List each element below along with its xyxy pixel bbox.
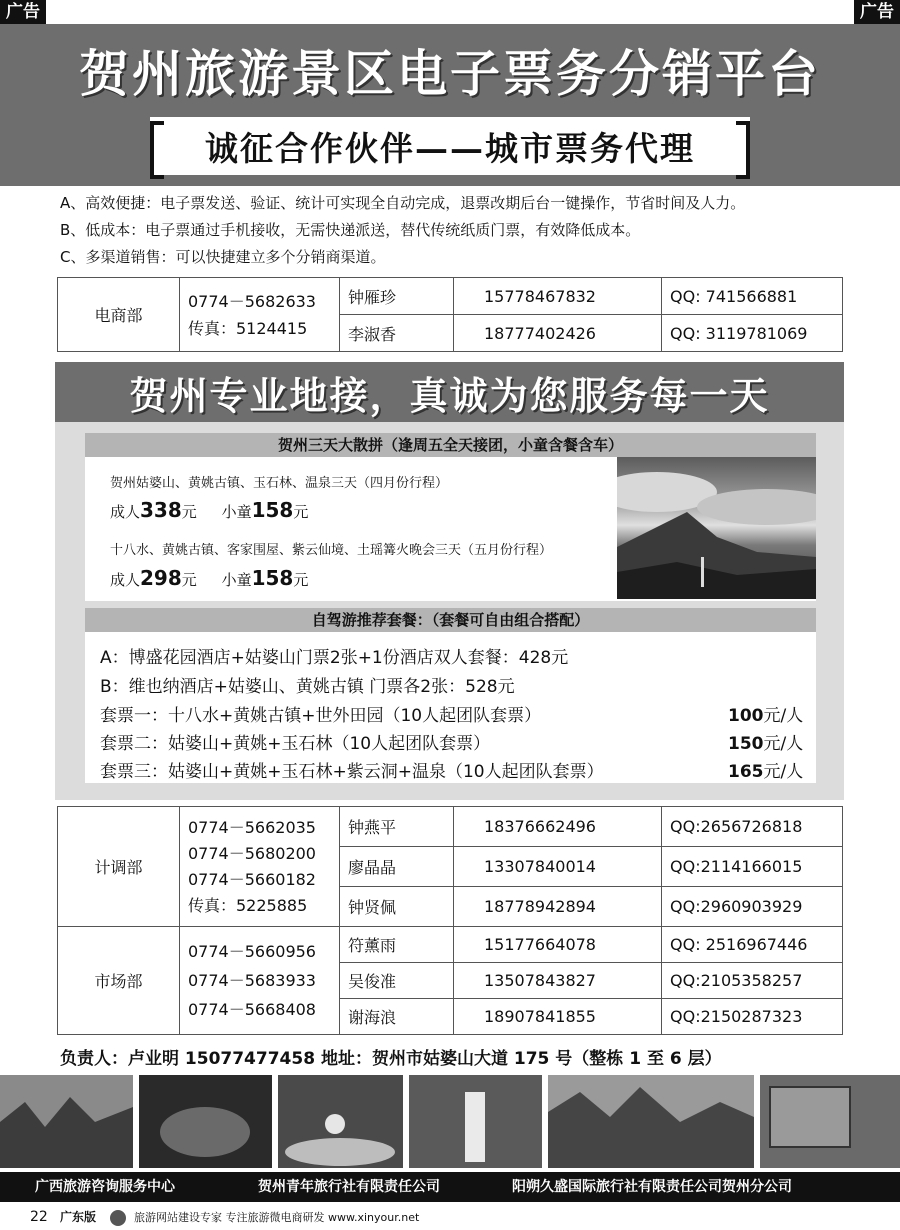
tour2-desc: 十八水、黄姚古镇、客家围屋、紫云仙境、土瑶篝火晚会三天（五月份行程） bbox=[110, 543, 553, 558]
contact-name: 钟贤佩 bbox=[340, 887, 454, 927]
org-name: 贺州青年旅行社有限责任公司 bbox=[258, 1179, 440, 1195]
price-unit: 元/人 bbox=[763, 762, 804, 782]
contact-name: 谢海浪 bbox=[340, 999, 454, 1035]
ad-tag-left: 广告 bbox=[0, 0, 46, 24]
contact-mobile: 18778942894 bbox=[454, 887, 662, 927]
adult-label: 成人 bbox=[110, 503, 141, 521]
selfdrive-section-head: 自驾游推荐套餐：（套餐可自由组合搭配） bbox=[85, 608, 816, 632]
contact-qq: QQ:2656726818 bbox=[662, 807, 843, 847]
contact-name: 李淑香 bbox=[340, 315, 454, 352]
package-price bbox=[728, 757, 803, 782]
contact-name: 吴俊准 bbox=[340, 963, 454, 999]
page-number: 22 bbox=[30, 1209, 48, 1225]
phone-number: 0774－5668408 bbox=[188, 1000, 316, 1019]
dept-phones bbox=[180, 927, 340, 1035]
contact-name: 廖晶晶 bbox=[340, 847, 454, 887]
contact-mobile: 18376662496 bbox=[454, 807, 662, 847]
mountain-photo bbox=[617, 457, 816, 599]
tour2-prices bbox=[110, 566, 308, 590]
price-value: 150 bbox=[728, 734, 764, 754]
scenery-photos bbox=[0, 1072, 900, 1172]
adult-label: 成人 bbox=[110, 571, 141, 589]
dept-label: 电商部 bbox=[58, 278, 180, 352]
contact-mobile: 15778467832 bbox=[454, 278, 662, 315]
adult-price: 298 bbox=[140, 566, 182, 590]
feature-item: B、低成本：电子票通过手机接收，无需快递派送，替代传统纸质门票，有效降低成本。 bbox=[60, 221, 641, 239]
dept-label: 市场部 bbox=[58, 927, 180, 1035]
ecommerce-contact-table bbox=[57, 277, 843, 352]
dept-label: 计调部 bbox=[58, 807, 180, 927]
slogan: 诚征合作伙伴——城市票务代理 bbox=[205, 129, 695, 168]
adult-price: 338 bbox=[140, 498, 182, 522]
ad-tag-right: 广告 bbox=[854, 0, 900, 24]
dept-phones bbox=[180, 278, 340, 352]
phone-number: 0774－5683933 bbox=[188, 971, 316, 990]
package-price bbox=[728, 729, 803, 754]
contact-name: 钟雁珍 bbox=[340, 278, 454, 315]
phone-number: 0774－5660182 bbox=[188, 869, 316, 889]
contact-qq: QQ: 741566881 bbox=[662, 278, 843, 315]
mountain-image bbox=[617, 457, 816, 599]
child-price: 158 bbox=[251, 566, 294, 590]
contact-qq: QQ: 3119781069 bbox=[662, 315, 843, 352]
org-name: 广西旅游咨询服务中心 bbox=[35, 1179, 175, 1195]
feature-item: A、高效便捷：电子票发送、验证、统计可实现全自动完成，退票改期后台一键操作，节省时间及人力。 bbox=[60, 194, 746, 212]
phone-number: 0774－5682633 bbox=[188, 291, 316, 311]
service-title: 贺州专业地接，真诚为您服务每一天 bbox=[129, 374, 770, 418]
contact-qq: QQ:2150287323 bbox=[662, 999, 843, 1035]
price-unit: 元 bbox=[181, 503, 197, 521]
price-unit: 元 bbox=[293, 503, 309, 521]
package-item: 套票三：姑婆山+黄姚+玉石林+紫云洞+温泉（10人起团队套票） bbox=[100, 762, 604, 782]
contact-qq: QQ: 2516967446 bbox=[662, 927, 843, 963]
contact-mobile: 18907841855 bbox=[454, 999, 662, 1035]
package-item: 套票二：姑婆山+黄姚+玉石林（10人起团队套票） bbox=[100, 734, 491, 754]
tour1-prices bbox=[110, 498, 308, 522]
phone-number: 0774－5660956 bbox=[188, 942, 316, 961]
contact-qq: QQ:2114166015 bbox=[662, 847, 843, 887]
price-value: 165 bbox=[728, 762, 764, 782]
tour1-desc: 贺州姑婆山、黄姚古镇、玉石林、温泉三天（四月份行程） bbox=[110, 476, 449, 491]
feature-list bbox=[60, 190, 745, 271]
package-item: A：博盛花园酒店+姑婆山门票2张+1份酒店双人套餐：428元 bbox=[100, 648, 569, 668]
contact-mobile: 13507843827 bbox=[454, 963, 662, 999]
contact-name: 钟燕平 bbox=[340, 807, 454, 847]
package-price bbox=[728, 701, 803, 726]
child-label: 小童 bbox=[221, 571, 252, 589]
edition-label: 广东版 bbox=[60, 1210, 97, 1224]
page-footer bbox=[0, 1205, 900, 1230]
slogan-box bbox=[150, 117, 750, 175]
contact-name: 符薰雨 bbox=[340, 927, 454, 963]
child-price: 158 bbox=[251, 498, 294, 522]
feature-item: C、多渠道销售：可以快捷建立多个分销商渠道。 bbox=[60, 248, 386, 266]
contact-mobile: 13307840014 bbox=[454, 847, 662, 887]
photo-strip bbox=[0, 1072, 900, 1172]
price-value: 100 bbox=[728, 706, 764, 726]
child-label: 小童 bbox=[221, 503, 252, 521]
package-item: 套票一：十八水+黄姚古镇+世外田园（10人起团队套票） bbox=[100, 706, 542, 726]
department-contact-table bbox=[57, 806, 843, 1035]
footer-text: 旅游网站建设专家 专注旅游微电商研发 www.xinyour.net bbox=[134, 1211, 420, 1224]
phone-number: 0774－5662035 bbox=[188, 817, 316, 837]
bottom-bar bbox=[0, 1172, 900, 1202]
responsible-line: 负责人：卢业明 15077477458 地址：贺州市姑婆山大道 175 号（整栋 1 至 6 层） bbox=[60, 1049, 722, 1069]
page-title: 贺州旅游景区电子票务分销平台 bbox=[79, 45, 821, 103]
contact-mobile: 15177664078 bbox=[454, 927, 662, 963]
price-unit: 元 bbox=[181, 571, 197, 589]
fax-number: 传真：5124415 bbox=[188, 318, 308, 338]
fax-number: 传真：5225885 bbox=[188, 895, 308, 915]
package-item: B：维也纳酒店+姑婆山、黄姚古镇 门票各2张：528元 bbox=[100, 677, 515, 697]
price-unit: 元/人 bbox=[763, 706, 804, 726]
contact-qq: QQ:2960903929 bbox=[662, 887, 843, 927]
logo-icon bbox=[110, 1210, 126, 1226]
dept-phones bbox=[180, 807, 340, 927]
org-name: 阳朔久盛国际旅行社有限责任公司贺州分公司 bbox=[512, 1179, 792, 1195]
contact-mobile: 18777402426 bbox=[454, 315, 662, 352]
phone-number: 0774－5680200 bbox=[188, 843, 316, 863]
tour-section-head: 贺州三天大散拼（逢周五全天接团，小童含餐含车） bbox=[85, 433, 816, 457]
contact-qq: QQ:2105358257 bbox=[662, 963, 843, 999]
price-unit: 元 bbox=[293, 571, 309, 589]
price-unit: 元/人 bbox=[763, 734, 804, 754]
